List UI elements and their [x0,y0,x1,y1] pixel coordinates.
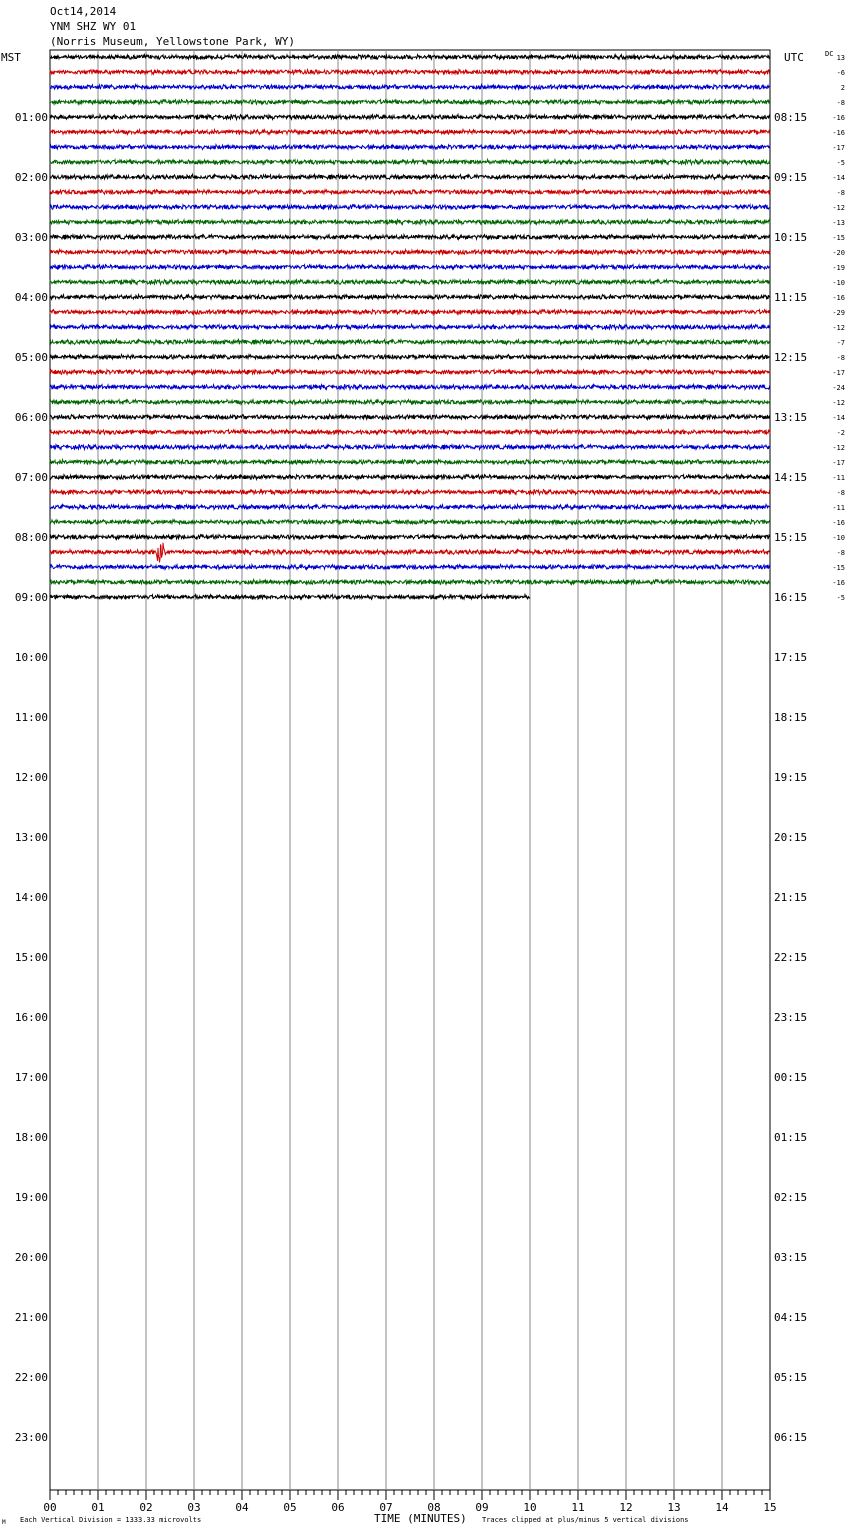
right-hour-label: 01:15 [774,1131,808,1144]
left-hour-label: 11:00 [14,711,48,724]
seismic-trace [50,100,770,105]
seismic-trace [50,250,770,255]
x-tick-label: 15 [763,1501,777,1514]
dc-offset-value: -14 [832,174,845,182]
seismic-trace [50,205,770,210]
x-tick-label: 07 [379,1501,393,1514]
seismic-trace [50,160,770,165]
dc-offset-value: 2 [840,84,845,92]
right-hour-label: 13:15 [774,411,808,424]
seismic-trace [50,385,770,390]
seismic-trace [50,175,770,180]
right-hour-label: 10:15 [774,231,808,244]
dc-offset-value: -6 [836,69,845,77]
x-tick-label: 08 [427,1501,441,1514]
x-tick-label: 06 [331,1501,345,1514]
seismic-trace [50,340,770,345]
dc-offset-value: -8 [836,549,845,557]
seismic-trace [50,220,770,225]
left-hour-label: 01:00 [14,111,48,124]
dc-offset-value: -12 [832,324,845,332]
dc-offset-value: -8 [836,354,845,362]
seismic-trace [50,325,770,330]
dc-offset-value: -17 [832,369,845,377]
dc-offset-value: -5 [836,594,845,602]
chart-station-title: YNM SHZ WY 01 [50,20,137,33]
left-hour-label: 22:00 [14,1371,48,1384]
seismic-trace [50,430,770,435]
dc-offset-value: -12 [832,444,845,452]
left-hour-label: 10:00 [14,651,48,664]
left-hour-label: 02:00 [14,171,48,184]
x-tick-label: 13 [667,1501,681,1514]
seismic-trace [50,355,770,360]
left-hour-label: 18:00 [14,1131,48,1144]
dc-offset-value: 13 [836,54,845,62]
left-hour-label: 04:00 [14,291,48,304]
left-hour-label: 14:00 [14,891,48,904]
x-tick-label: 02 [139,1501,153,1514]
dc-offset-value: -8 [836,99,845,107]
left-hour-label: 15:00 [14,951,48,964]
vertical-scale-note: Each Vertical Division = 1333.33 microvolts [20,1516,202,1524]
left-hour-label: 20:00 [14,1251,48,1264]
seismic-trace [50,580,770,585]
right-hour-label: 23:15 [774,1011,808,1024]
seismic-trace [50,115,770,120]
x-tick-label: 01 [91,1501,105,1514]
dc-offset-value: -16 [832,129,845,137]
dc-offset-value: -13 [832,219,845,227]
seismic-trace [50,535,770,540]
seismic-trace [50,543,770,563]
dc-offset-value: -16 [832,294,845,302]
seismic-trace [50,295,770,300]
seismic-trace [50,475,770,480]
seismic-trace [50,310,770,315]
dc-offset-header: DC [825,50,834,58]
right-hour-label: 05:15 [774,1371,808,1384]
left-hour-label: 06:00 [14,411,48,424]
left-hour-label: 08:00 [14,531,48,544]
dc-offset-value: -10 [832,534,845,542]
dc-offset-value: -12 [832,399,845,407]
right-hour-label: 14:15 [774,471,808,484]
x-tick-label: 12 [619,1501,633,1514]
dc-offset-value: -11 [832,474,845,482]
dc-offset-value: -15 [832,564,845,572]
x-tick-label: 14 [715,1501,729,1514]
dc-offset-value: -8 [836,189,845,197]
seismic-trace [50,55,770,60]
seismic-trace [50,280,770,285]
dc-offset-value: -16 [832,519,845,527]
dc-offset-value: -15 [832,234,845,242]
dc-offset-value: -11 [832,504,845,512]
dc-offset-value: -10 [832,279,845,287]
seismic-trace [50,460,770,465]
seismic-trace [50,400,770,405]
dc-offset-value: -16 [832,114,845,122]
dc-offset-value: -19 [832,264,845,272]
left-hour-label: 07:00 [14,471,48,484]
right-hour-label: 22:15 [774,951,808,964]
dc-offset-value: -24 [832,384,845,392]
x-tick-label: 03 [187,1501,201,1514]
x-tick-label: 10 [523,1501,537,1514]
right-hour-label: 15:15 [774,531,808,544]
dc-offset-value: -5 [836,159,845,167]
seismic-trace [50,235,770,240]
right-hour-label: 03:15 [774,1251,808,1264]
seismic-trace [50,145,770,150]
clip-note: Traces clipped at plus/minus 5 vertical divisions [482,1516,689,1524]
seismic-trace [50,70,770,75]
dc-offset-value: -7 [836,339,845,347]
x-tick-label: 05 [283,1501,297,1514]
left-hour-label: 16:00 [14,1011,48,1024]
dc-offset-value: -17 [832,459,845,467]
seismic-trace [50,190,770,195]
right-hour-label: 18:15 [774,711,808,724]
left-hour-label: 05:00 [14,351,48,364]
chart-date: Oct14,2014 [50,5,117,18]
right-hour-label: 21:15 [774,891,808,904]
x-tick-label: 00 [43,1501,57,1514]
dc-offset-value: -12 [832,204,845,212]
seismic-trace [50,130,770,135]
right-hour-label: 08:15 [774,111,808,124]
seismic-trace [50,265,770,270]
seismic-trace [50,490,770,495]
right-hour-label: 20:15 [774,831,808,844]
dc-offset-value: -20 [832,249,845,257]
dc-offset-value: -2 [836,429,845,437]
left-hour-label: 19:00 [14,1191,48,1204]
dc-offset-value: -14 [832,414,845,422]
left-hour-label: 09:00 [14,591,48,604]
right-hour-label: 19:15 [774,771,808,784]
left-hour-label: 03:00 [14,231,48,244]
left-hour-label: 17:00 [14,1071,48,1084]
seismic-trace [50,415,770,420]
dc-offset-value: -8 [836,489,845,497]
right-hour-label: 02:15 [774,1191,808,1204]
right-hour-label: 00:15 [774,1071,808,1084]
right-hour-label: 11:15 [774,291,808,304]
right-hour-label: 16:15 [774,591,808,604]
x-axis-label: TIME (MINUTES) [374,1512,467,1525]
left-hour-label: 13:00 [14,831,48,844]
seismic-trace [50,565,770,570]
right-hour-label: 04:15 [774,1311,808,1324]
x-tick-label: 11 [571,1501,585,1514]
right-hour-label: 12:15 [774,351,808,364]
chart-location: (Norris Museum, Yellowstone Park, WY) [50,35,296,48]
left-hour-label: 23:00 [14,1431,48,1444]
right-timezone-label: UTC [784,51,804,64]
left-timezone-label: MST [1,51,21,64]
seismic-trace [50,85,770,90]
seismic-trace [50,445,770,450]
left-hour-label: 12:00 [14,771,48,784]
left-hour-label: 21:00 [14,1311,48,1324]
right-hour-label: 17:15 [774,651,808,664]
dc-offset-value: -16 [832,579,845,587]
x-tick-label: 09 [475,1501,489,1514]
right-hour-label: 06:15 [774,1431,808,1444]
dc-offset-value: -17 [832,144,845,152]
seismic-trace [50,370,770,375]
seismic-trace [50,520,770,525]
x-tick-label: 04 [235,1501,249,1514]
right-hour-label: 09:15 [774,171,808,184]
footer-mark: M [2,1519,6,1526]
seismic-trace [50,505,770,510]
dc-offset-value: -29 [832,309,845,317]
